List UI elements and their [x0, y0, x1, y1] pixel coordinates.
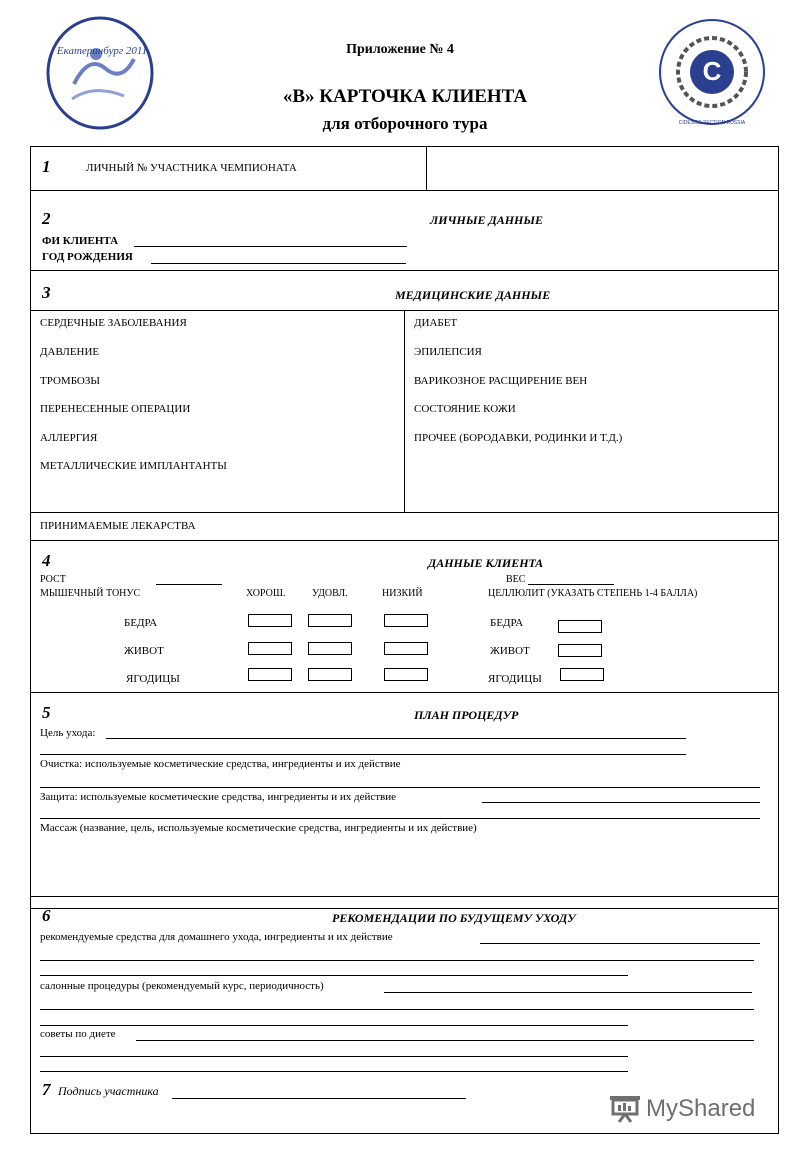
salon-procedures-field-3[interactable]	[40, 1025, 628, 1026]
cleansing-label: Очистка: используемые косметические средства, ингредиенты и их действие	[40, 758, 401, 770]
tone-checkbox[interactable]	[308, 642, 352, 655]
weight-label: ВЕС	[506, 574, 526, 585]
left-logo-text: Екатеринбург 2011	[56, 45, 148, 57]
muscle-tone-label: МЫШЕЧНЫЙ ТОНУС	[40, 588, 141, 599]
height-label: РОСТ	[40, 574, 66, 585]
medical-left-item: АЛЛЕРГИЯ	[40, 432, 98, 444]
tone-fair-label: УДОВЛ.	[312, 588, 348, 599]
client-data-title: ДАННЫЕ КЛИЕНТА	[428, 556, 544, 570]
body-part-label: ЯГОДИЦЫ	[126, 673, 180, 685]
height-field[interactable]	[156, 584, 222, 585]
tone-good-label: ХОРОШ.	[246, 588, 286, 599]
protection-field[interactable]	[482, 802, 760, 803]
section-1-number: 1	[42, 157, 51, 176]
tone-checkbox[interactable]	[308, 668, 352, 681]
medical-right-item: ЭПИЛЕПСИЯ	[414, 346, 482, 358]
medical-data-title: МЕДИЦИНСКИЕ ДАННЫЕ	[395, 288, 551, 302]
tone-checkbox[interactable]	[248, 668, 292, 681]
medical-right-item: ПРОЧЕЕ (БОРОДАВКИ, РОДИНКИ И Т.Д.)	[414, 432, 623, 444]
tone-checkbox[interactable]	[308, 614, 352, 627]
medical-left-item: ТРОМБОЗЫ	[40, 375, 100, 387]
cellulite-score-box[interactable]	[560, 668, 604, 681]
diet-advice-field-3[interactable]	[40, 1071, 628, 1072]
medical-left-item: ДАВЛЕНИЕ	[40, 346, 100, 358]
salon-procedures-field-2[interactable]	[40, 1009, 754, 1010]
section-2-number: 2	[42, 209, 51, 228]
home-care-label: рекомендуемые средства для домашнего ухода, ингредиенты и их действие	[40, 931, 393, 943]
salon-procedures-field[interactable]	[384, 992, 752, 993]
home-care-field[interactable]	[480, 943, 760, 944]
home-care-field-2[interactable]	[40, 960, 754, 961]
section-6-number: 6	[42, 906, 51, 925]
tone-checkbox[interactable]	[384, 642, 428, 655]
cellulite-part-label: ЯГОДИЦЫ	[488, 673, 542, 685]
medical-left-item: СЕРДЕЧНЫЕ ЗАБОЛЕВАНИЯ	[40, 317, 187, 329]
birth-year-label: ГОД РОЖДЕНИЯ	[42, 251, 133, 263]
protection-field-2[interactable]	[40, 818, 760, 819]
personal-data-title: ЛИЧНЫЕ ДАННЫЕ	[430, 213, 544, 227]
section-7-number: 7	[42, 1080, 51, 1099]
right-logo-text: CIDESCO SECTION RUSSIA	[678, 120, 746, 126]
diet-advice-field[interactable]	[136, 1040, 754, 1041]
medical-left-item: ПЕРЕНЕСЕННЫЕ ОПЕРАЦИИ	[40, 403, 191, 415]
presentation-icon	[608, 1094, 642, 1124]
care-goal-field[interactable]	[106, 738, 686, 739]
right-logo-letter: C	[702, 56, 722, 86]
signature-field[interactable]	[172, 1098, 466, 1099]
body-part-label: ЖИВОТ	[124, 645, 164, 657]
cleansing-field[interactable]	[40, 787, 760, 788]
medical-left-item: МЕТАЛЛИЧЕСКИЕ ИМПЛАНТАНТЫ	[40, 460, 227, 472]
client-name-label: ФИ КЛИЕНТА	[42, 235, 119, 247]
section-5-number: 5	[42, 703, 51, 722]
home-care-field-3[interactable]	[40, 975, 628, 976]
section-3-number: 3	[42, 283, 51, 302]
cellulite-part-label: БЕДРА	[490, 617, 524, 629]
weight-field[interactable]	[528, 584, 614, 585]
cellulite-label: ЦЕЛЛЮЛИТ (УКАЗАТЬ СТЕПЕНЬ 1-4 БАЛЛА)	[488, 588, 698, 599]
cellulite-score-box[interactable]	[558, 620, 602, 633]
form-title: «B» КАРТОЧКА КЛИЕНТА	[282, 86, 528, 107]
medical-right-item: СОСТОЯНИЕ КОЖИ	[414, 403, 516, 415]
care-goal-label: Цель ухода:	[40, 727, 96, 739]
tone-low-label: НИЗКИЙ	[382, 588, 423, 599]
signature-label: Подпись участника	[58, 1084, 159, 1098]
medical-right-item: ДИАБЕТ	[414, 317, 458, 329]
medications-label: ПРИНИМАЕМЫЕ ЛЕКАРСТВА	[40, 520, 196, 532]
massage-label: Массаж (название, цель, используемые косметические средства, ингредиенты и их действие)	[40, 822, 477, 834]
medical-right-item: ВАРИКОЗНОЕ РАСЩИРЕНИЕ ВЕН	[414, 375, 588, 387]
recommendations-title: РЕКОМЕНДАЦИИ ПО БУДУЩЕМУ УХОДУ	[332, 911, 576, 925]
form-subtitle: для отборочного тура	[322, 114, 488, 133]
care-goal-field-2[interactable]	[40, 754, 686, 755]
tone-checkbox[interactable]	[248, 614, 292, 627]
appendix-label: Приложение № 4	[346, 42, 454, 57]
section-4-number: 4	[42, 551, 51, 570]
tone-checkbox[interactable]	[384, 614, 428, 627]
protection-label: Защита: используемые косметические средства, ингредиенты и их действие	[40, 791, 396, 803]
watermark-text: MyShared	[646, 1095, 756, 1122]
body-part-label: БЕДРА	[124, 617, 158, 629]
diet-advice-label: советы по диете	[40, 1028, 116, 1040]
diet-advice-field-2[interactable]	[40, 1056, 628, 1057]
tone-checkbox[interactable]	[248, 642, 292, 655]
birth-year-field[interactable]	[151, 263, 406, 264]
tone-checkbox[interactable]	[384, 668, 428, 681]
procedure-plan-title: ПЛАН ПРОЦЕДУР	[414, 708, 519, 722]
client-name-field[interactable]	[134, 246, 407, 247]
participant-number-label: ЛИЧНЫЙ № УЧАСТНИКА ЧЕМПИОНАТА	[86, 162, 297, 174]
cellulite-score-box[interactable]	[558, 644, 602, 657]
salon-procedures-label: салонные процедуры (рекомендуемый курс, периодичность)	[40, 980, 324, 992]
cellulite-part-label: ЖИВОТ	[490, 645, 530, 657]
